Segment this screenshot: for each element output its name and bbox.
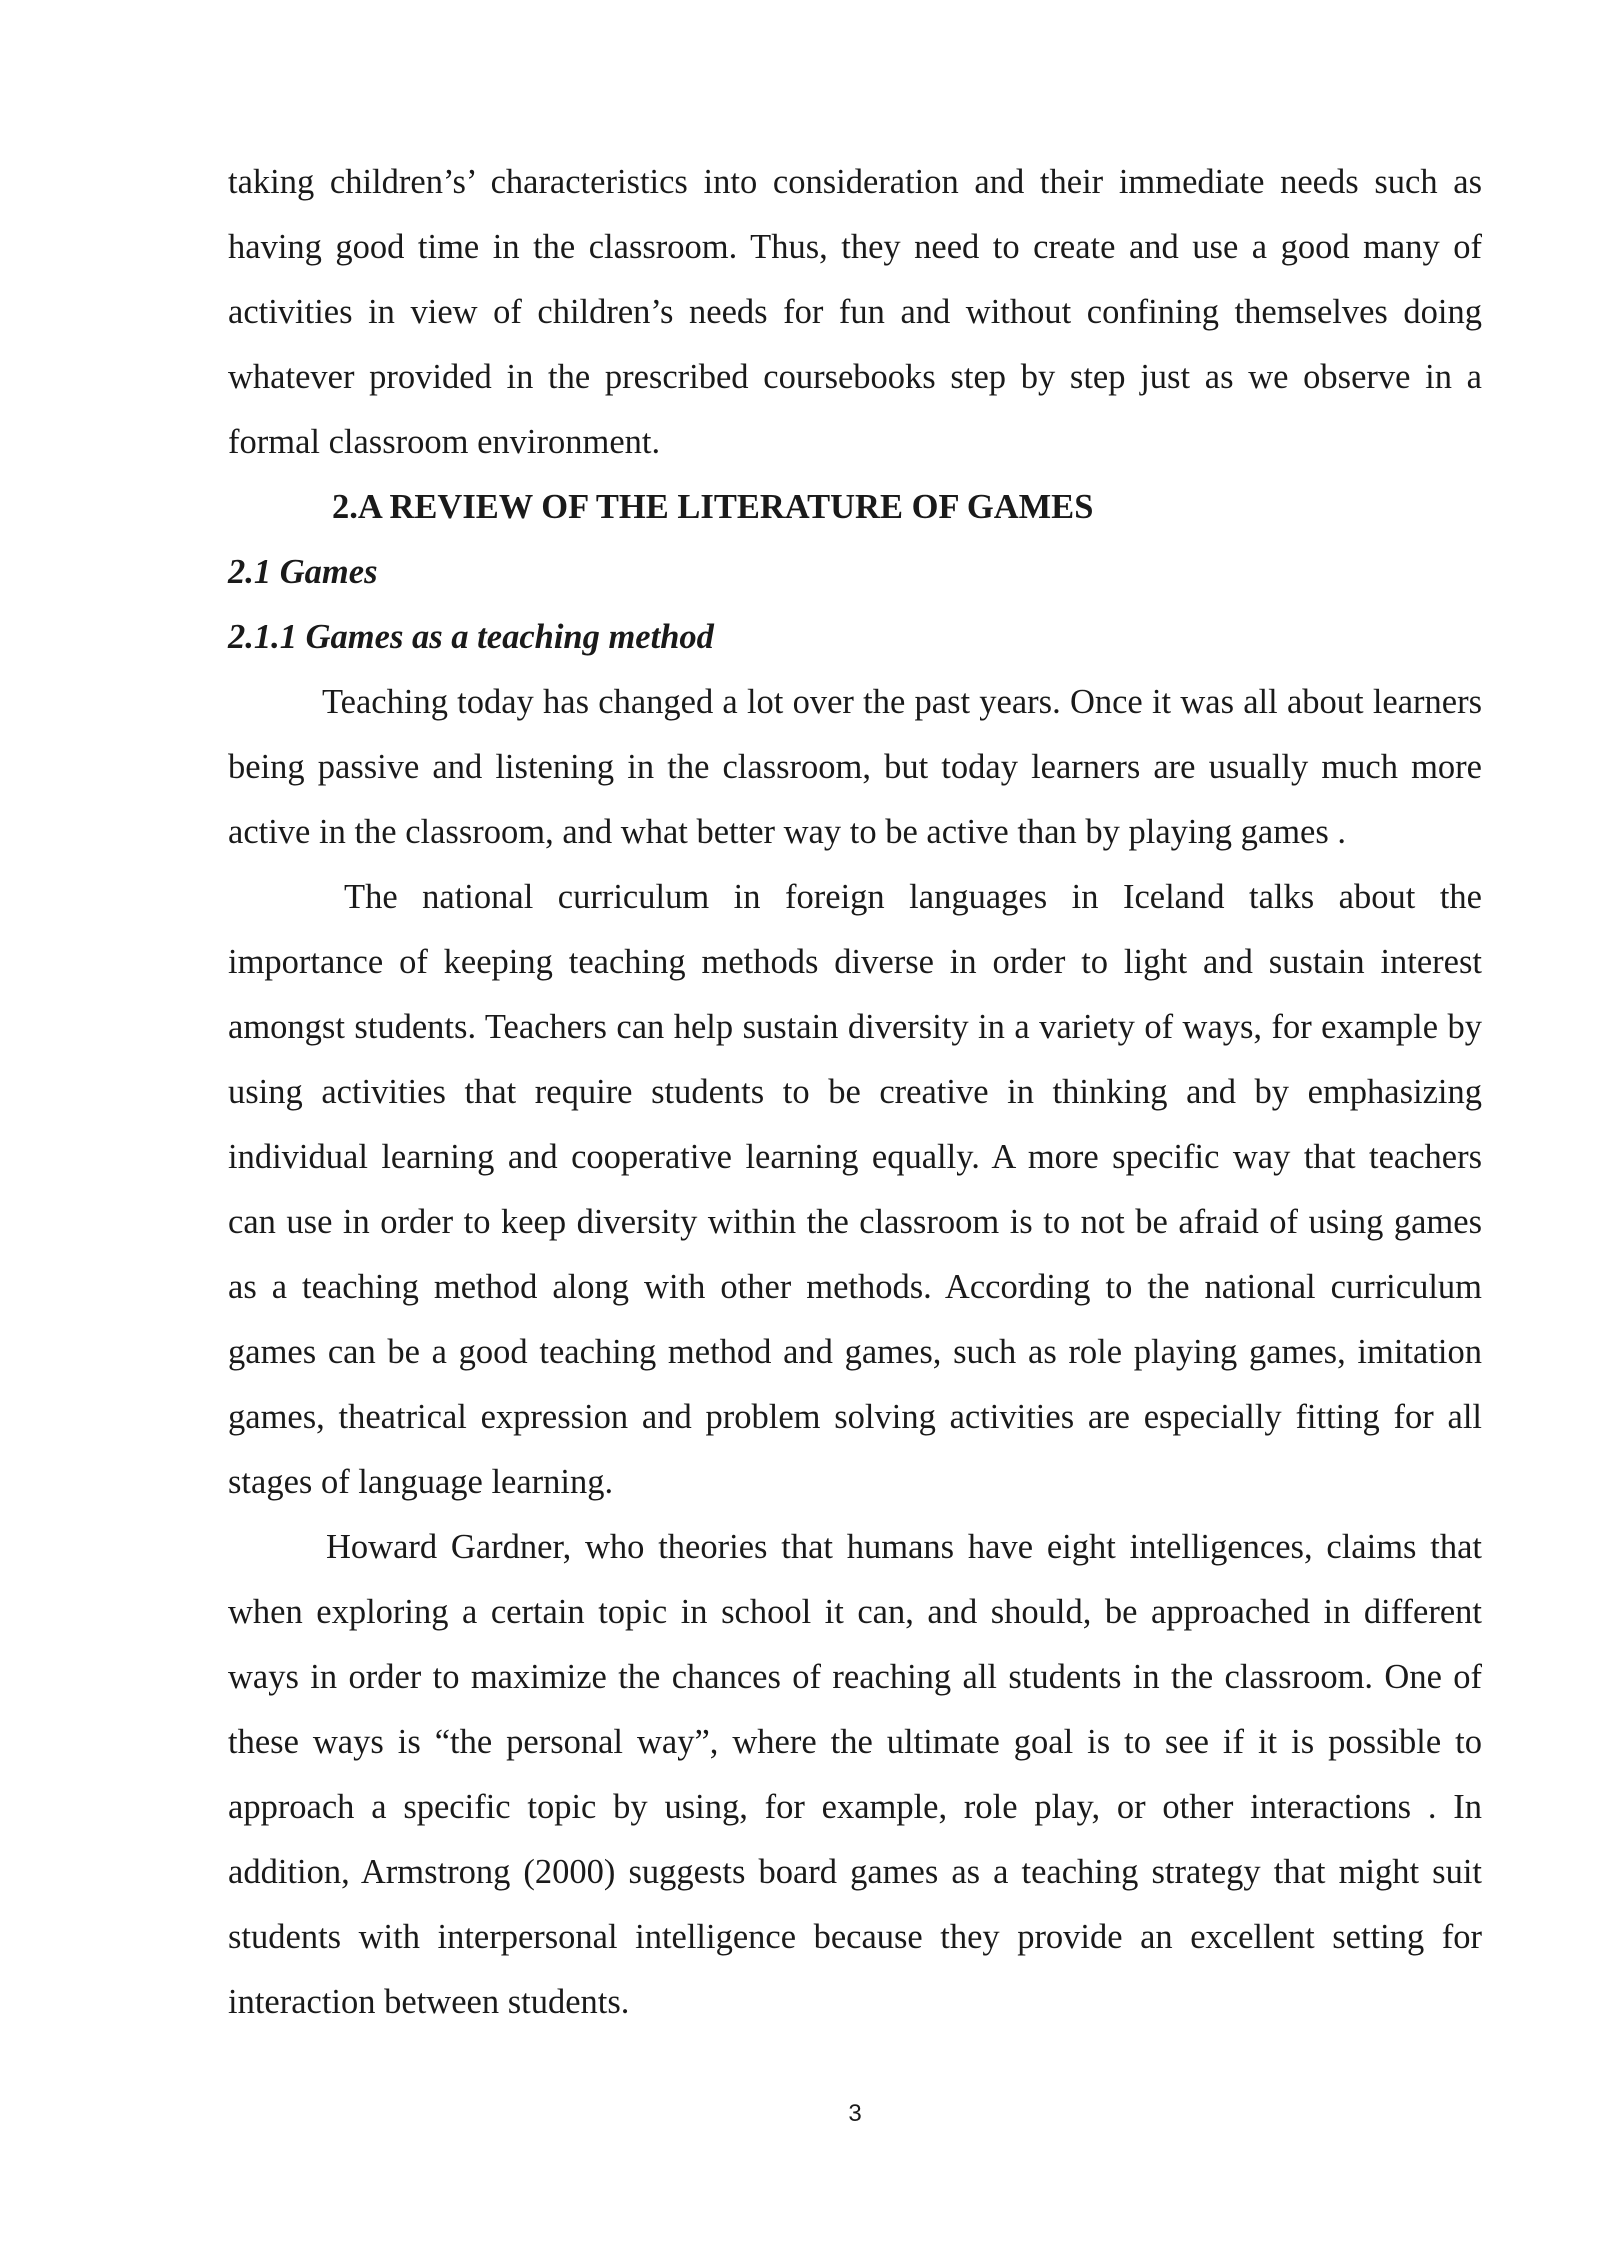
paragraph-howard-gardner: Howard Gardner, who theories that humans have eight intelligences, claims that when exploring a certain topic in school it can, and should, be approached in different ways in order to maximize the chances of reaching all students in the classroom. One of these ways is “the personal way”, where the ultimate goal is to see if it is possible to approach a specific topic by using, for example, role play, or other interactions . In addition, Armstrong (2000) suggests board games as a teaching strategy that might suit students with interpersonal intelligence because they provide an excellent setting for interaction between students. [228,1528,1482,2021]
section-heading: 2.A REVIEW OF THE LITERATURE OF GAMES [332,488,1094,526]
page-number: 3 [848,2100,862,2127]
paragraph-teaching-today: Teaching today has changed a lot over the past years. Once it was all about learners being passive and listening in the classroom, but today learners are usually much more active in the classroom, and what better way to be active than by playing games . [228,683,1482,851]
paragraph-national-curriculum: The national curriculum in foreign languages in Iceland talks about the importance of keeping teaching methods diverse in order to light and sustain interest amongst students. Teachers can help sustain diversity in a variety of ways, for example by using activities that require students to be creative in thinking and by emphasizing individual learning and cooperative learning equally. A more specific way that teachers can use in order to keep diversity within the classroom is to not be afraid of using games as a teaching method along with other methods. According to the national curriculum games can be a good teaching method and games, such as role playing games, imitation games, theatrical expression and problem solving activities are especially fitting for all stages of language learning. [228,878,1482,1501]
subsection-heading: 2.1 Games [228,553,378,591]
intro-paragraph: taking children’s’ characteristics into consideration and their immediate needs such as having good time in the classroom. Thus, they need to create and use a good many of activities in view of children’s needs for fun and without confining themselves doing whatever provided in the prescribed coursebooks step by step just as we observe in a formal classroom environment. [228,163,1482,461]
subsubsection-heading: 2.1.1 Games as a teaching method [228,618,714,656]
body-text [228,150,1482,2035]
